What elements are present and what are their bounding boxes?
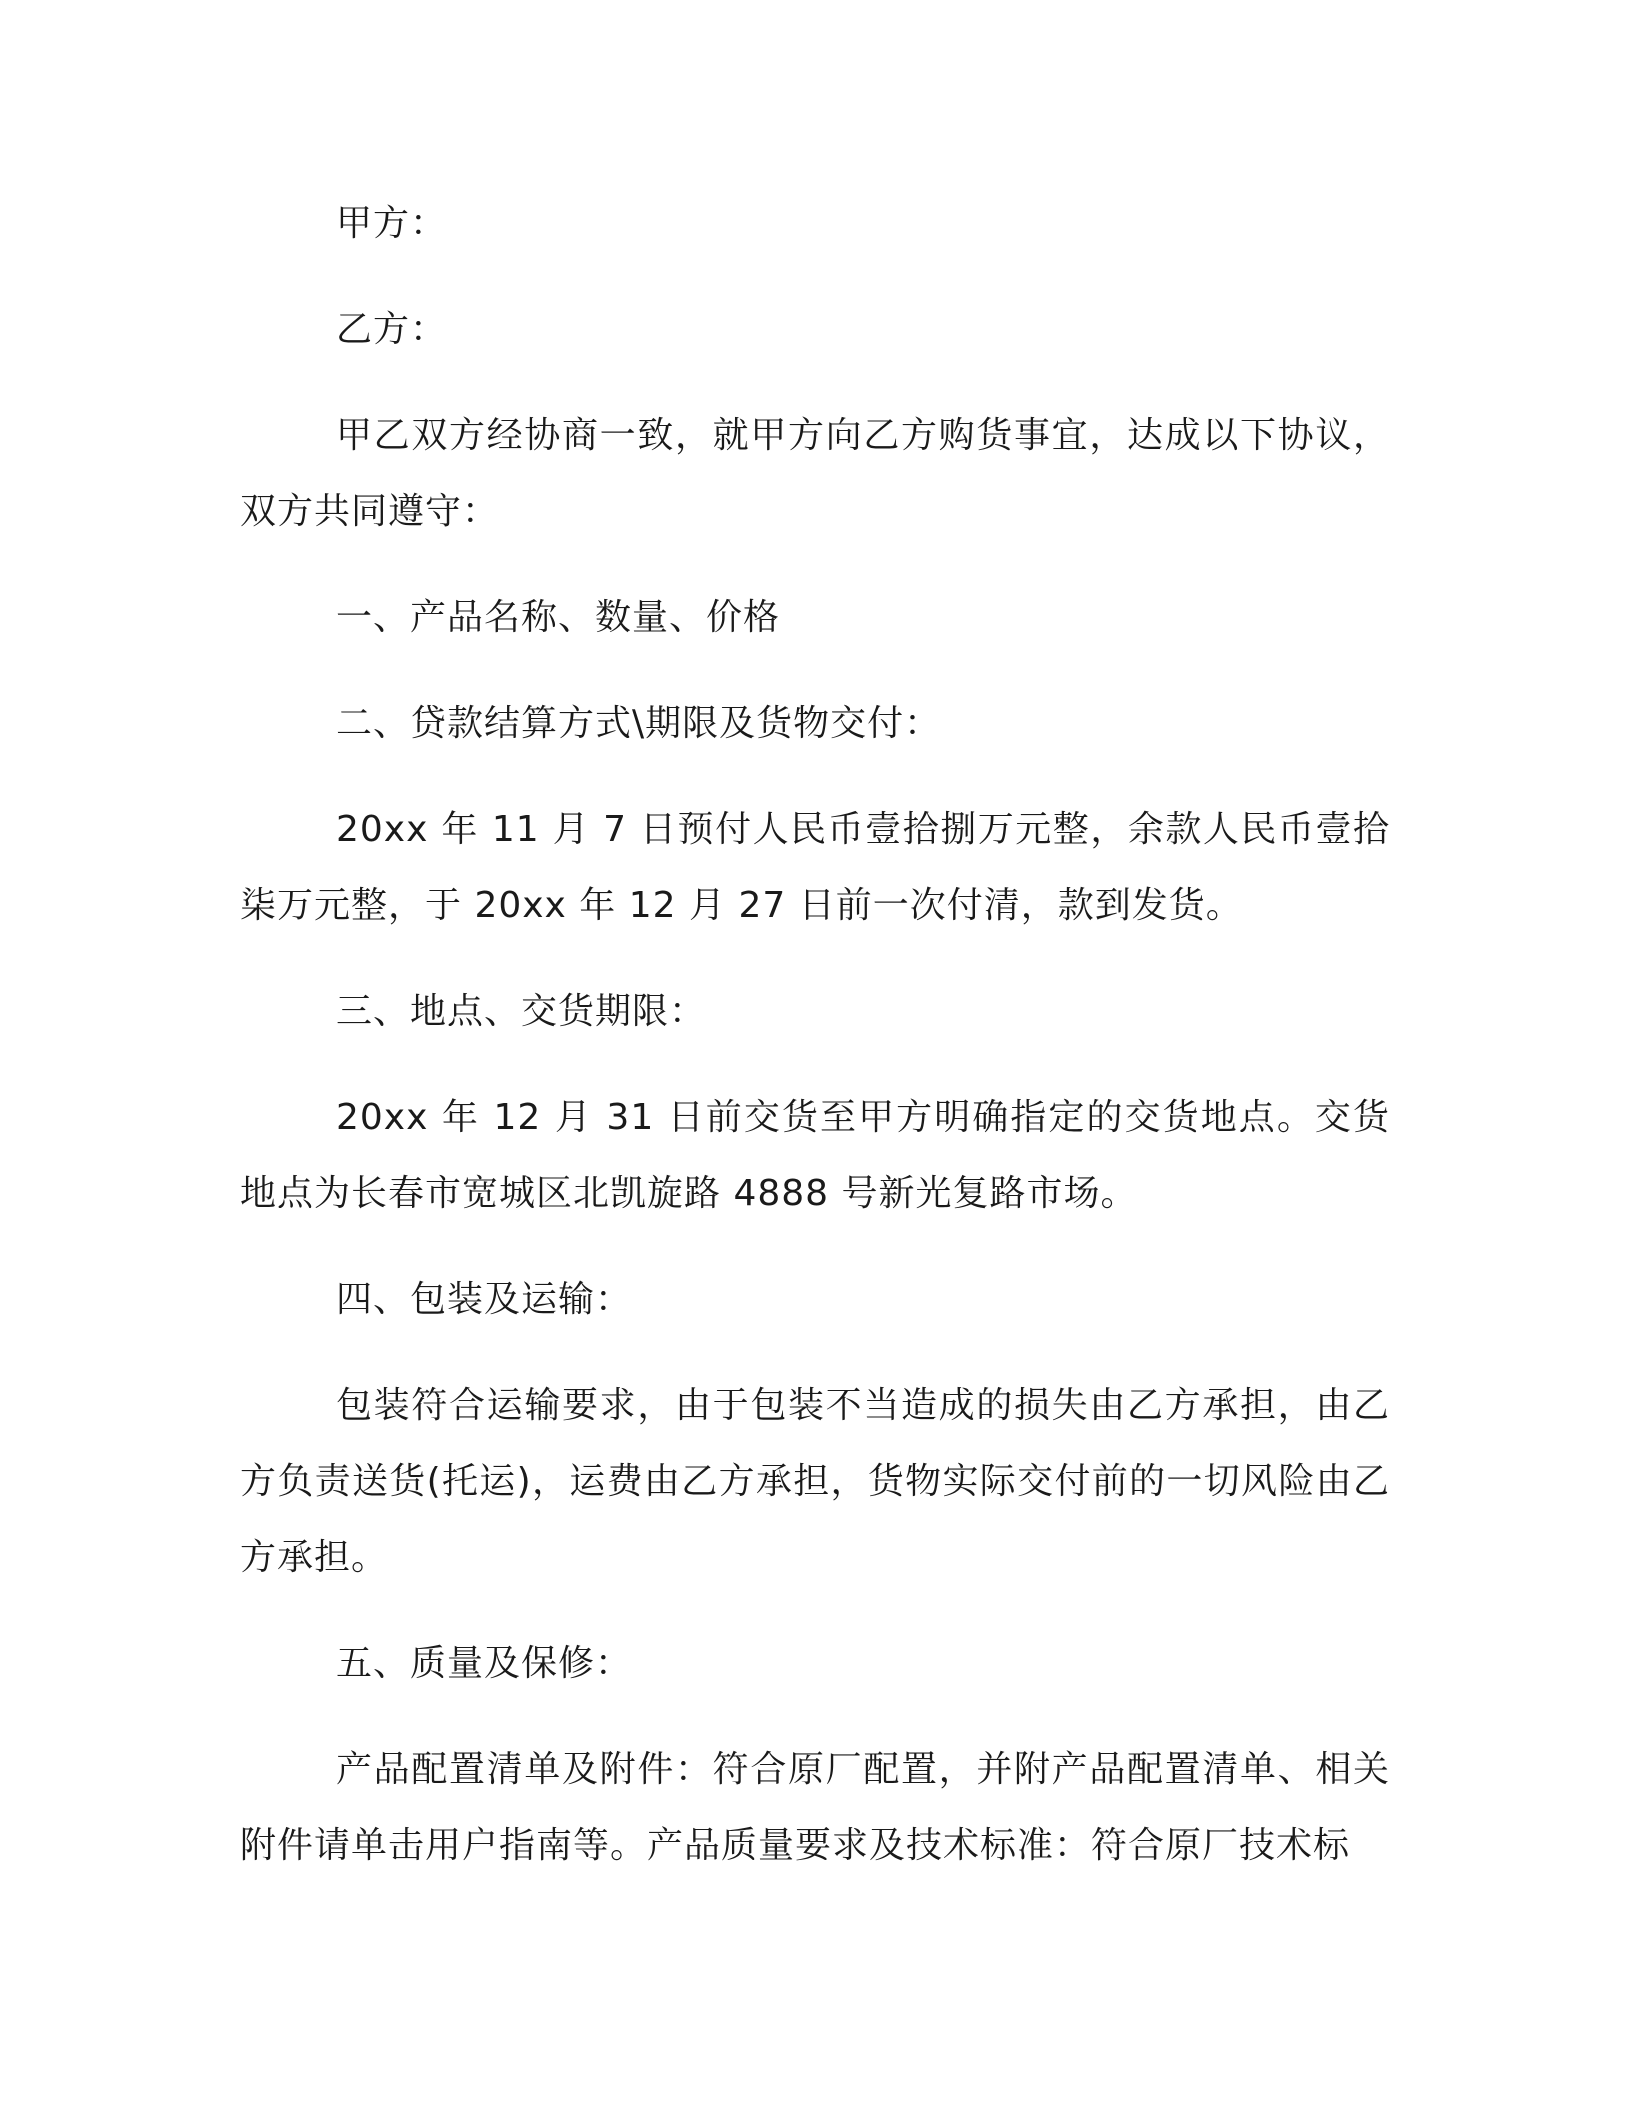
section-2-body: 20xx 年 11 月 7 日预付人民币壹拾捌万元整，余款人民币壹拾柒万元整，于 20xx 年 12 月 27 日前一次付清，款到发货。 — [240, 809, 1390, 926]
section-3-body: 20xx 年 12 月 31 日前交货至甲方明确指定的交货地点。交货地点为长春市宽城区北凯旋路 4888 号新光复路市场。 — [240, 1097, 1390, 1214]
section-5-body: 产品配置清单及附件：符合原厂配置，并附产品配置清单、相关附件请单击用户指南等。产品质量要求及技术标准：符合原厂技术标 — [240, 1749, 1390, 1866]
section-2-heading: 二、贷款结算方式\期限及货物交付： — [336, 703, 942, 744]
agreement-intro: 甲乙双方经协商一致，就甲方向乙方购货事宜，达成以下协议，双方共同遵守： — [240, 415, 1390, 532]
section-4-heading: 四、包装及运输： — [336, 1279, 633, 1320]
section-3-heading: 三、地点、交货期限： — [336, 991, 707, 1032]
section-1-heading: 一、产品名称、数量、价格 — [336, 597, 781, 638]
document-body — [240, 186, 1390, 1884]
party-a-label: 甲方： — [336, 203, 448, 244]
section-4-body: 包装符合运输要求，由于包装不当造成的损失由乙方承担，由乙方负责送货(托运)，运费由乙方承担，货物实际交付前的一切风险由乙方承担。 — [240, 1385, 1390, 1578]
section-5-heading: 五、质量及保修： — [336, 1643, 633, 1684]
party-b-label: 乙方： — [336, 309, 448, 350]
